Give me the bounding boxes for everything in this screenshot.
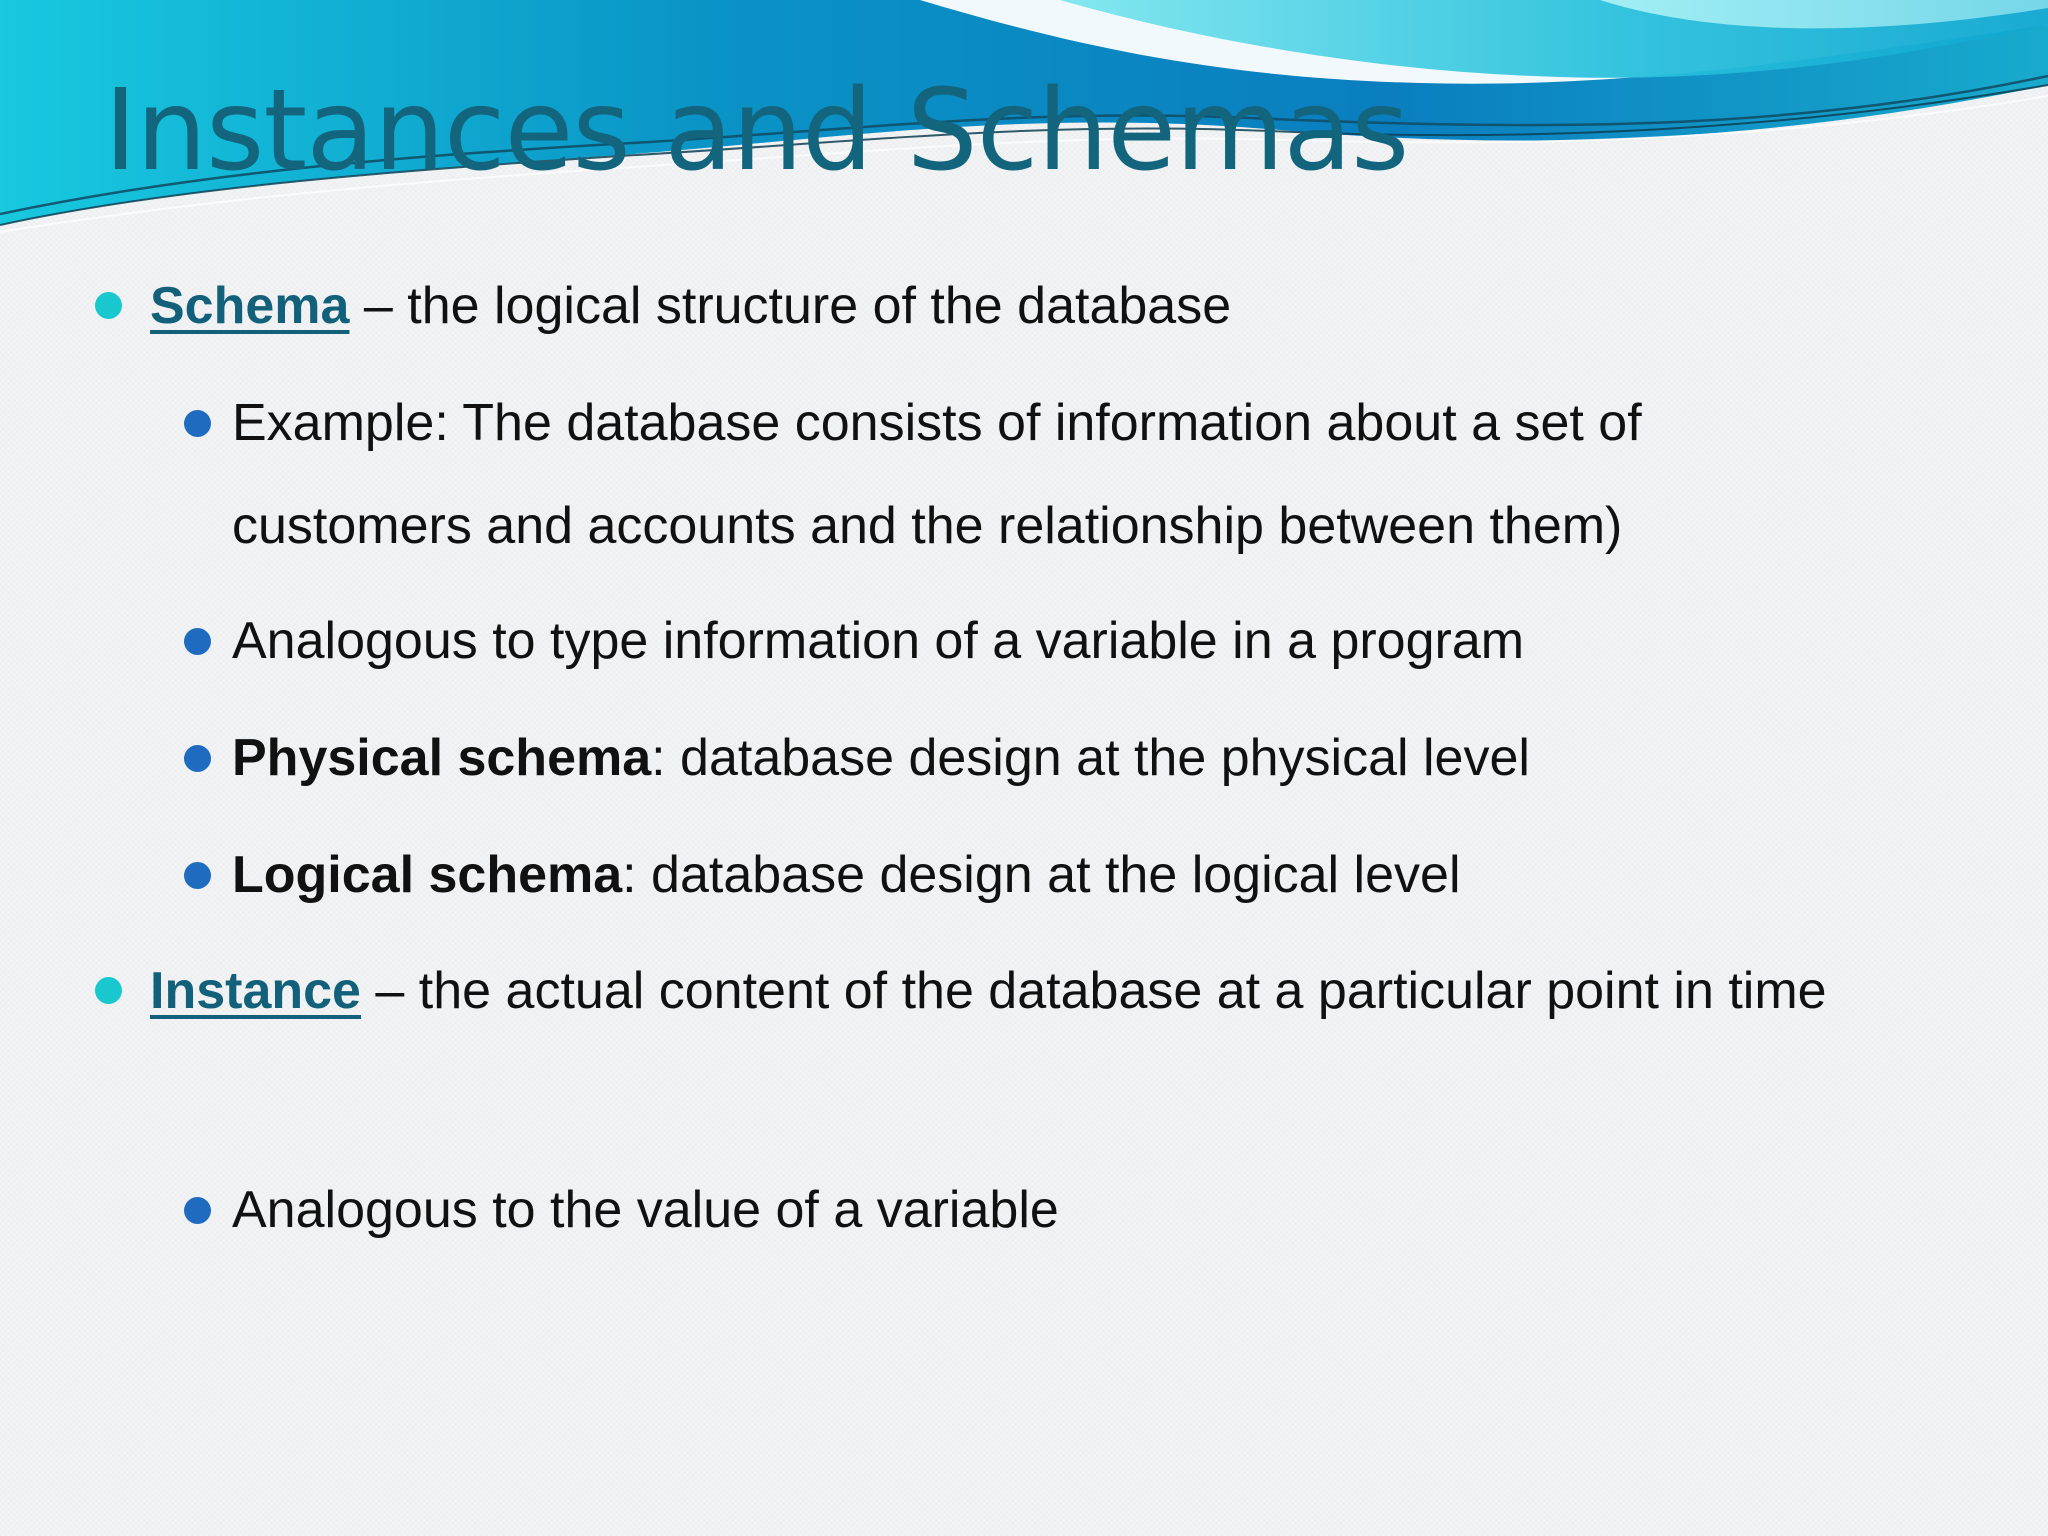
sub-bullet-analogous-type: [232, 590, 1852, 693]
bullet-instance: [150, 940, 1910, 1043]
bullet-level2-icon: [184, 862, 211, 889]
sub-bullet-physical-schema: [232, 707, 1852, 810]
analogous-type-text: Analogous to type information of a variable in a program: [232, 612, 1525, 670]
schema-description: – the logical structure of the database: [349, 277, 1232, 335]
bullet-level2-icon: [184, 410, 211, 437]
sub-bullet-example: [232, 372, 1852, 578]
schema-term: Schema: [150, 277, 350, 335]
physical-schema-label: Physical schema: [232, 729, 652, 787]
sub-bullet-analogous-value: [232, 1159, 1852, 1262]
bullet-schema: [150, 255, 1910, 358]
instance-description: – the actual content of the database at a particular point in time: [360, 962, 1827, 1020]
analogous-value-text: Analogous to the value of a variable: [232, 1181, 1059, 1239]
slide-title: Instances and Schemas: [104, 66, 1409, 196]
bullet-level1-icon: [95, 292, 122, 319]
bullet-level2-icon: [184, 745, 211, 772]
sub-bullet-logical-schema: [232, 824, 1852, 927]
bullet-level2-icon: [184, 1197, 211, 1224]
logical-schema-text: : database design at the logical level: [622, 846, 1461, 904]
bullet-level2-icon: [184, 628, 211, 655]
bullet-level1-icon: [95, 977, 122, 1004]
logical-schema-label: Logical schema: [232, 846, 623, 904]
example-text: Example: The database consists of information about a set of customers and accounts and the relationship between them): [232, 394, 1642, 555]
physical-schema-text: : database design at the physical level: [651, 729, 1530, 787]
instance-term: Instance: [150, 962, 361, 1020]
